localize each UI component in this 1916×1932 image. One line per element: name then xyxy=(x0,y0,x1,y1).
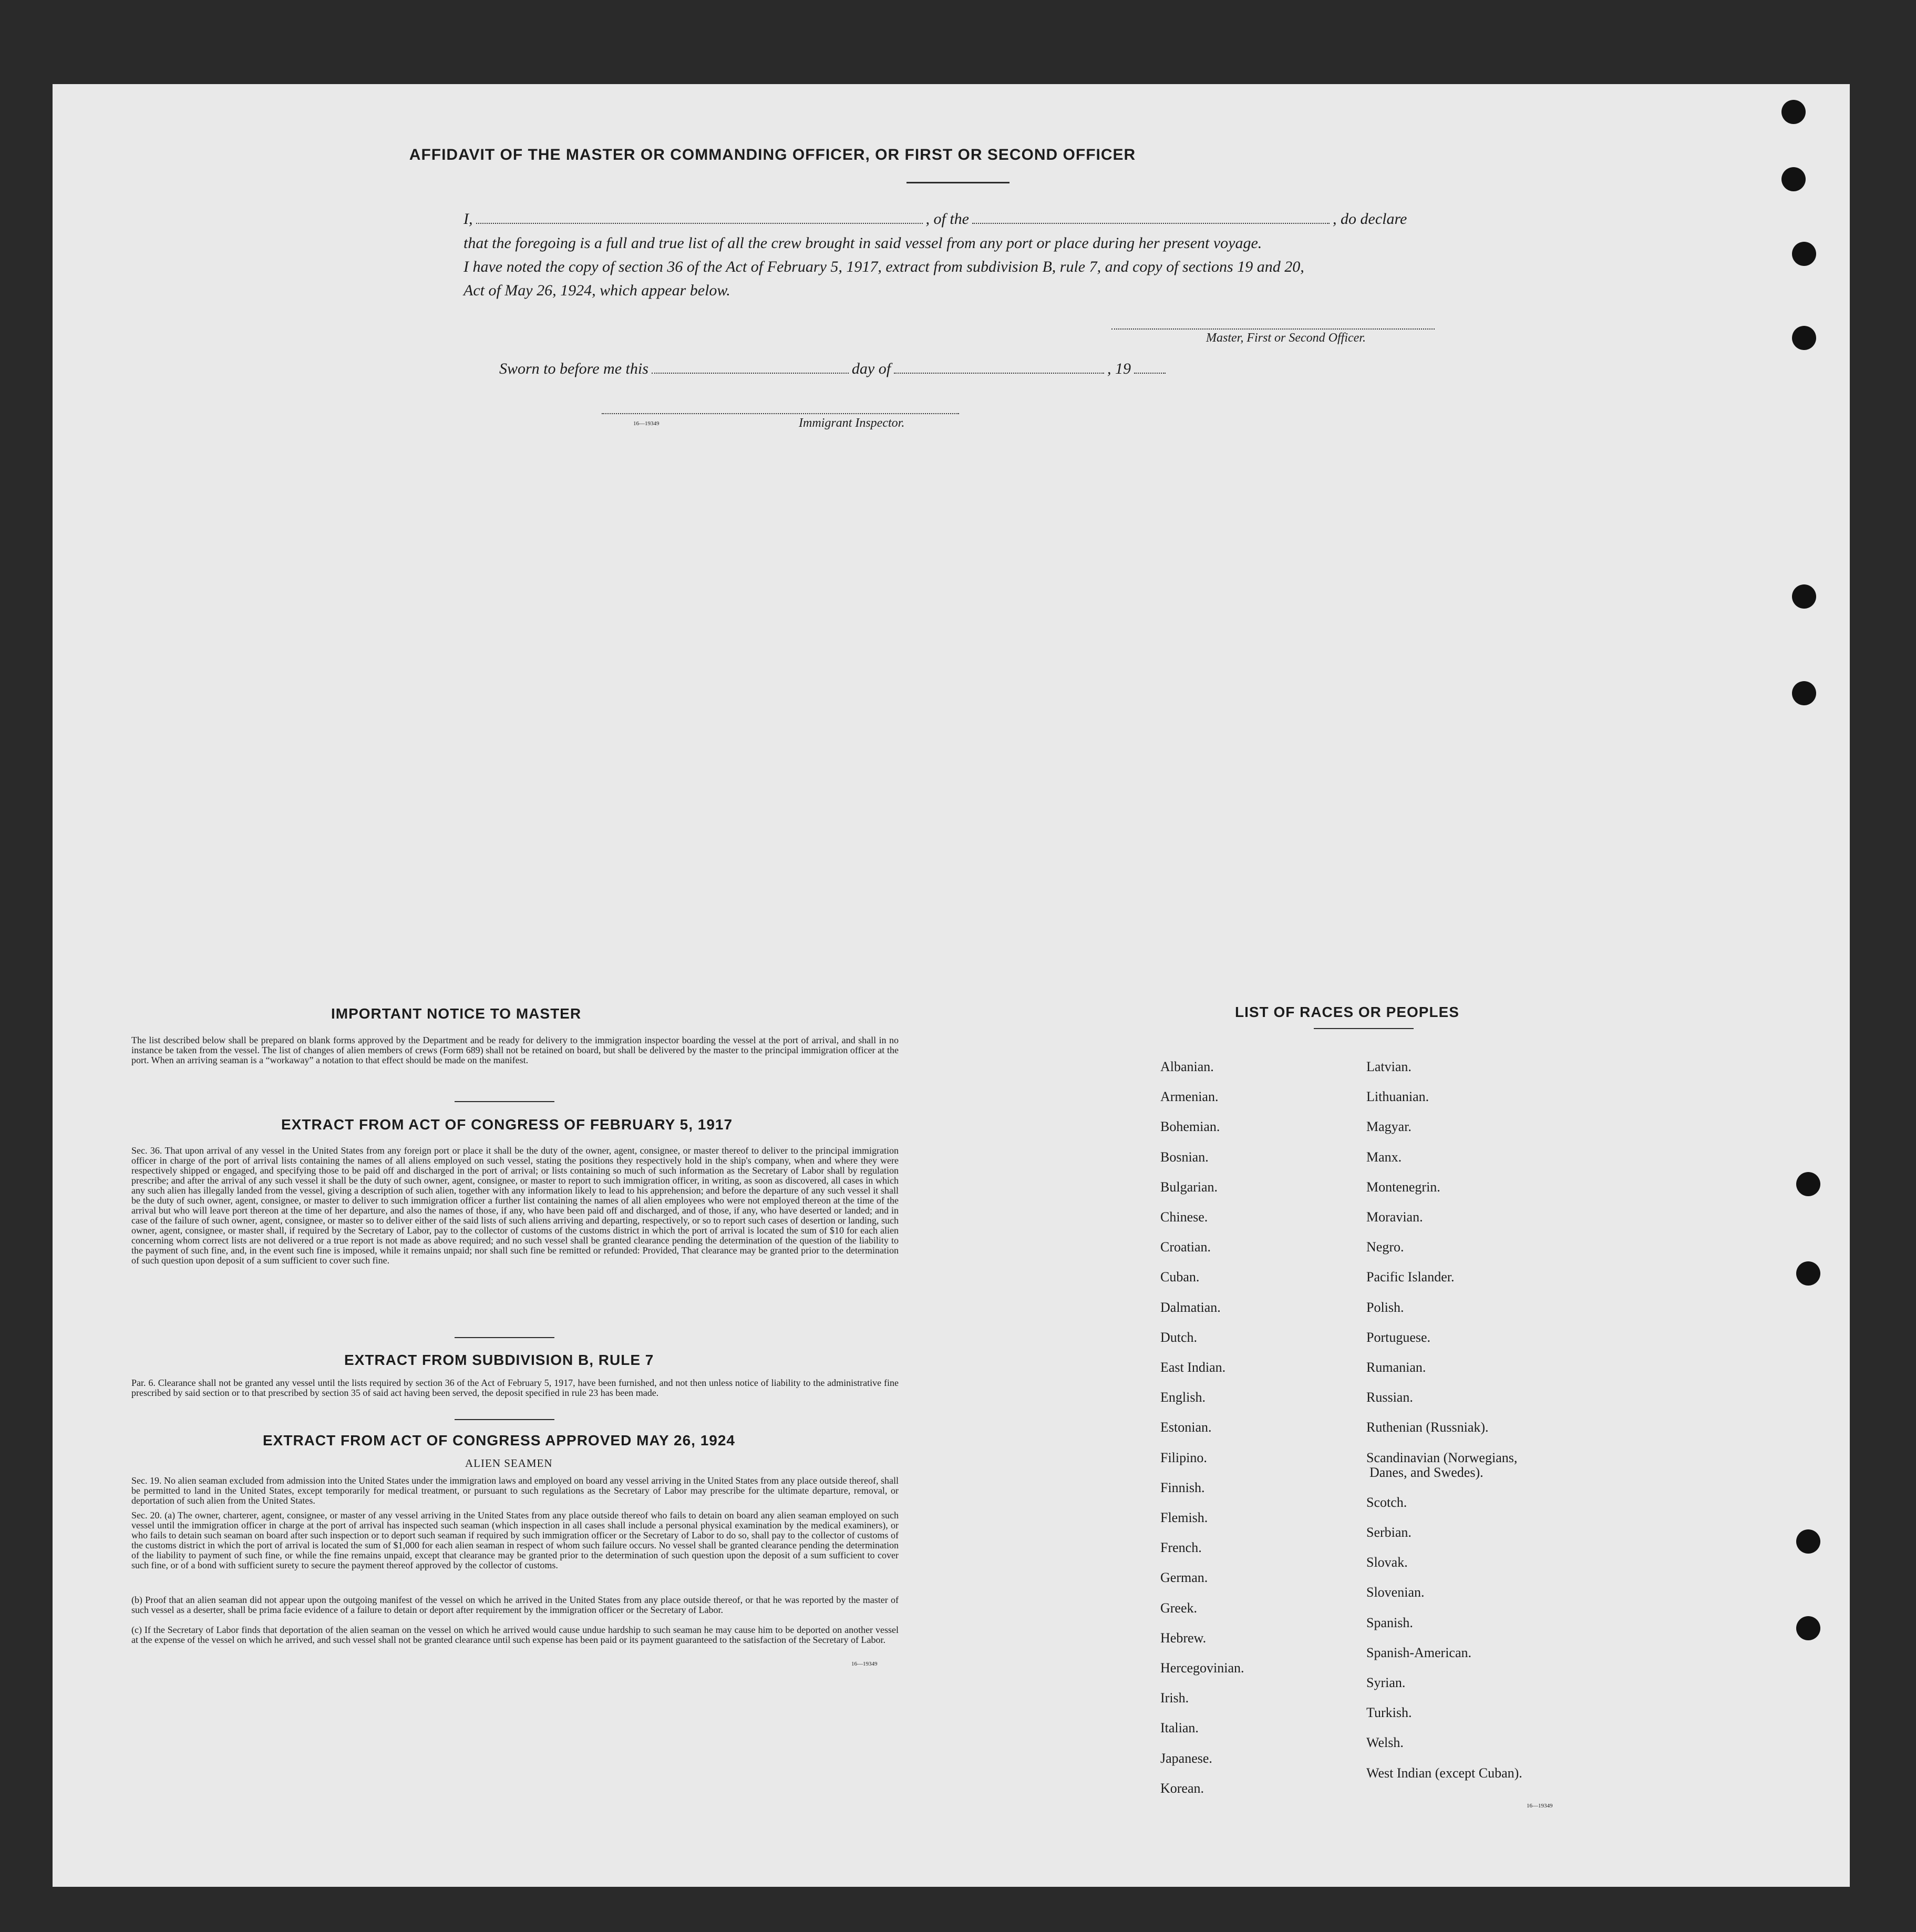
day-of-label: day of xyxy=(851,360,891,377)
race-item: Armenian. xyxy=(1160,1089,1219,1105)
race-item: Cuban. xyxy=(1160,1269,1200,1285)
rule7-divider xyxy=(455,1419,554,1420)
notice-text: The list described below shall be prepared on blank forms approved by the Department and be ready for delivery to the immigration inspector boarding the vessel at the port of arrival, and shall in no instance be taken from the vessel. The list of changes of alien members of crews (Form 689) shall not be retained on board, but shall be delivered by the master to the principal immigration officer at the port. When an arriving seaman is a “workaway” a notation to that effect should be made on the manifest. xyxy=(131,1035,899,1065)
binder-hole xyxy=(1796,1172,1820,1196)
of-the-label: , of the xyxy=(925,210,969,228)
affidavit-line-4: Act of May 26, 1924, which appear below. xyxy=(463,282,730,299)
form-number-bottom-right: 16—19349 xyxy=(1527,1803,1553,1809)
notice-title: IMPORTANT NOTICE TO MASTER xyxy=(331,1005,582,1022)
race-item: Manx. xyxy=(1366,1149,1402,1165)
vessel-name-field[interactable] xyxy=(972,222,1330,224)
sworn-year-field[interactable] xyxy=(1134,372,1166,374)
binder-hole xyxy=(1792,584,1816,609)
race-item: East Indian. xyxy=(1160,1360,1226,1375)
race-item: Flemish. xyxy=(1160,1510,1208,1525)
race-item: Welsh. xyxy=(1366,1735,1404,1751)
declarant-prefix: I, xyxy=(463,210,473,228)
race-item: Scandinavian (Norwegians, xyxy=(1366,1450,1518,1465)
inspector-signature-line[interactable] xyxy=(602,413,959,414)
extract-1917-divider xyxy=(455,1337,554,1338)
race-item: English. xyxy=(1160,1390,1206,1405)
race-item: Finnish. xyxy=(1160,1479,1205,1495)
race-item: Hebrew. xyxy=(1160,1630,1207,1646)
race-item: Spanish. xyxy=(1366,1615,1413,1630)
binder-hole xyxy=(1792,326,1816,350)
race-item: Hercegovinian. xyxy=(1160,1660,1244,1676)
race-item: Greek. xyxy=(1160,1600,1198,1616)
race-item: Japanese. xyxy=(1160,1750,1212,1766)
race-item: Rumanian. xyxy=(1366,1360,1426,1375)
sworn-day-field[interactable] xyxy=(652,372,849,374)
race-item: Slovak. xyxy=(1366,1555,1408,1570)
binder-hole xyxy=(1796,1616,1820,1640)
binder-hole xyxy=(1792,681,1816,705)
race-item: Serbian. xyxy=(1366,1525,1412,1540)
races-divider xyxy=(1314,1028,1414,1029)
sworn-line xyxy=(499,360,1169,378)
race-item: Dalmatian. xyxy=(1160,1299,1221,1315)
race-item: German. xyxy=(1160,1570,1208,1586)
rule7-text: Par. 6. Clearance shall not be granted any vessel until the lists required by section 36 of the Act of February 5, 1917, have been furnished, and not then unless notice of liability to the administrative fine prescribed by said section or to that prescribed by section 35 of said act having been served, the deposit specified in rule 23 has been made. xyxy=(131,1378,899,1398)
binder-hole xyxy=(1796,1529,1820,1554)
race-item: Croatian. xyxy=(1160,1239,1211,1255)
sec19-text: Sec. 19. No alien seaman excluded from admission into the United States under the immigration laws and employed on board any vessel arriving in the United States from any place outside thereof, shall be permitted to land in the United States, except temporarily for medical treatment, or pursuant to such regulations as the Secretary of Labor may prescribe for the ultimate departure, removal, or deportation of such alien from the United States. xyxy=(131,1475,899,1506)
race-item: Korean. xyxy=(1160,1780,1204,1796)
year-prefix: , 19 xyxy=(1107,360,1131,377)
race-item: West Indian (except Cuban). xyxy=(1366,1765,1522,1781)
race-item: Bulgarian. xyxy=(1160,1179,1218,1195)
race-item: Montenegrin. xyxy=(1366,1179,1440,1195)
race-item: French. xyxy=(1160,1540,1202,1556)
race-item: Latvian. xyxy=(1366,1059,1412,1074)
race-item: Irish. xyxy=(1160,1690,1189,1706)
affidavit-line-2: that the foregoing is a full and true list of all the crew brought in said vessel from any port or place during her present voyage. xyxy=(463,234,1262,252)
alien-seamen-subtitle: ALIEN SEAMEN xyxy=(465,1457,553,1469)
race-item: Portuguese. xyxy=(1366,1329,1431,1345)
race-item: Lithuanian. xyxy=(1366,1089,1429,1105)
extract-1924-title: EXTRACT FROM ACT OF CONGRESS APPROVED MAY 26, 1924 xyxy=(263,1432,735,1448)
races-title: LIST OF RACES OR PEOPLES xyxy=(1235,1004,1459,1020)
extract-1917-title: EXTRACT FROM ACT OF CONGRESS OF FEBRUARY 5, 1917 xyxy=(281,1116,733,1133)
affidavit-line-1 xyxy=(463,210,1407,228)
form-number-top: 16—19349 xyxy=(633,420,660,427)
binder-hole xyxy=(1781,100,1806,124)
race-item: Estonian. xyxy=(1160,1420,1212,1435)
race-item: Syrian. xyxy=(1366,1675,1406,1690)
race-item: Pacific Islander. xyxy=(1366,1269,1455,1285)
binder-hole xyxy=(1792,242,1816,266)
declarant-name-field[interactable] xyxy=(476,222,923,224)
race-item: Ruthenian (Russniak). xyxy=(1366,1420,1489,1435)
race-item: Danes, and Swedes). xyxy=(1369,1464,1484,1480)
sec20a-text: Sec. 20. (a) The owner, charterer, agent, consignee, or master of any vessel arriving in the United States from any place outside thereof who fails to detain on board any alien seaman employed on such vessel until the immigration officer in charge at the port of arrival has inspected such seaman (which inspection in all cases shall include a personal physical examination by the medical examiners), or who fails to detain such seaman on board after such inspection or to deport such seaman if required by such immigration officer or the Secretary of Labor to do so, shall pay to the collector of customs of the customs district in which the port of arrival is located the sum of $1,000 for each alien seaman in respect of whom such failure occurs. No vessel shall be granted clearance pending the determination of the liability to payment of such fine, or while the fine remains unpaid, except that clearance may be granted prior to the determination of such question upon the deposit of a sum sufficient to cover such fine, or of a bond with sufficient surety to secure the payment thereof approved by the collector of customs. xyxy=(131,1510,899,1570)
binder-hole xyxy=(1796,1261,1820,1286)
race-item: Negro. xyxy=(1366,1239,1404,1255)
race-item: Polish. xyxy=(1366,1299,1404,1315)
signature-label: Master, First or Second Officer. xyxy=(1206,331,1366,345)
affidavit-title: AFFIDAVIT OF THE MASTER OR COMMANDING OFFICER, OR FIRST OR SECOND OFFICER xyxy=(409,146,1136,163)
race-item: Scotch. xyxy=(1366,1494,1407,1510)
race-item: Bosnian. xyxy=(1160,1149,1209,1165)
affidavit-line-3: I have noted the copy of section 36 of the Act of February 5, 1917, extract from subdivision B, rule 7, and copy of sections 19 and 20, xyxy=(463,258,1304,275)
sec20c-text: (c) If the Secretary of Labor finds that deportation of the alien seaman on the vessel on which he arrived would cause undue hardship to such seaman he may cause him to be deported on another vessel at the expense of the vessel on which he arrived, and such vessel shall not be granted clearance until such expense has been paid or its payment guaranteed to the satisfaction of the Secretary of Labor. xyxy=(131,1625,899,1645)
race-item: Italian. xyxy=(1160,1720,1199,1736)
race-item: Turkish. xyxy=(1366,1705,1412,1721)
form-number-bottom-left: 16—19349 xyxy=(851,1661,878,1667)
extract-1917-text: Sec. 36. That upon arrival of any vessel in the United States from any foreign port or place it shall be the duty of the owner, agent, consignee, or master thereof to deliver to the principal immigration officer in charge of the port of arrival lists containing the names of all aliens employed on such vessel, stating the positions they respectively hold in the ship's company, when and where they were respectively shipped or engaged, and specifying those to be paid off and discharged in the port of arrival; or lists containing so much of such information as the Secretary of Labor shall by regulation prescribe; and after the arrival of any such vessel it shall be the duty of such owner, agent, consignee, or master to report to such immigration officer, in writing, as soon as discovered, all cases in which any such alien has illegally landed from the vessel, giving a description of such alien, together with any information likely to lead to his apprehension; and before the departure of any such vessel it shall be the duty of such owner, agent, consignee, or master to deliver to such immigration officer a further list containing the names of all alien employees who were not employed thereon at the time of the arrival but who will leave port thereon at the time of her departure, and also the names of those, if any, who have been paid off and discharged, and of those, if any, who have deserted or landed; and in case of the failure of such owner, agent, consignee, or master so to deliver either of the said lists of such aliens arriving and departing, respectively, or so to report such cases of desertion or landing, such owner, agent, consignee, or master shall, if required by the Secretary of Labor, pay to the collector of customs of the customs district in which the port of arrival is located the sum of $10 for each alien concerning whom correct lists are not delivered or a true report is not made as above required; and no such vessel shall be granted clearance pending the determination of the question of the liability to the payment of such fine, and, in the event such fine is imposed, while it remains unpaid; nor shall such fine be remitted or refunded: Provided, That clearance may be granted prior to the determination of such question upon deposit of a sum sufficient to cover such fine. xyxy=(131,1145,899,1266)
race-item: Magyar. xyxy=(1366,1119,1412,1135)
sworn-label: Sworn to before me this xyxy=(499,360,648,377)
rule7-title: EXTRACT FROM SUBDIVISION B, RULE 7 xyxy=(344,1352,654,1368)
sec20b-text: (b) Proof that an alien seaman did not appear upon the outgoing manifest of the vessel on which he arrived in the United States from any place outside thereof, or that he was reported by the master of such vessel as a deserter, shall be prima facie evidence of a failure to detain or deport after requirement by the immigration officer or the Secretary of Labor. xyxy=(131,1595,899,1615)
sworn-month-field[interactable] xyxy=(894,372,1104,374)
race-item: Chinese. xyxy=(1160,1209,1208,1225)
document-sheet xyxy=(53,84,1850,1887)
signature-line[interactable] xyxy=(1111,328,1435,330)
do-declare-label: , do declare xyxy=(1333,210,1407,228)
race-item: Spanish-American. xyxy=(1366,1645,1472,1660)
race-item: Bohemian. xyxy=(1160,1119,1220,1135)
inspector-label: Immigrant Inspector. xyxy=(799,416,905,430)
race-item: Slovenian. xyxy=(1366,1585,1425,1600)
binder-hole xyxy=(1781,167,1806,191)
race-item: Dutch. xyxy=(1160,1329,1198,1345)
notice-divider xyxy=(455,1101,554,1102)
race-item: Albanian. xyxy=(1160,1059,1214,1074)
title-divider xyxy=(907,182,1009,183)
race-item: Filipino. xyxy=(1160,1450,1207,1465)
race-item: Russian. xyxy=(1366,1390,1413,1405)
race-item: Moravian. xyxy=(1366,1209,1423,1225)
